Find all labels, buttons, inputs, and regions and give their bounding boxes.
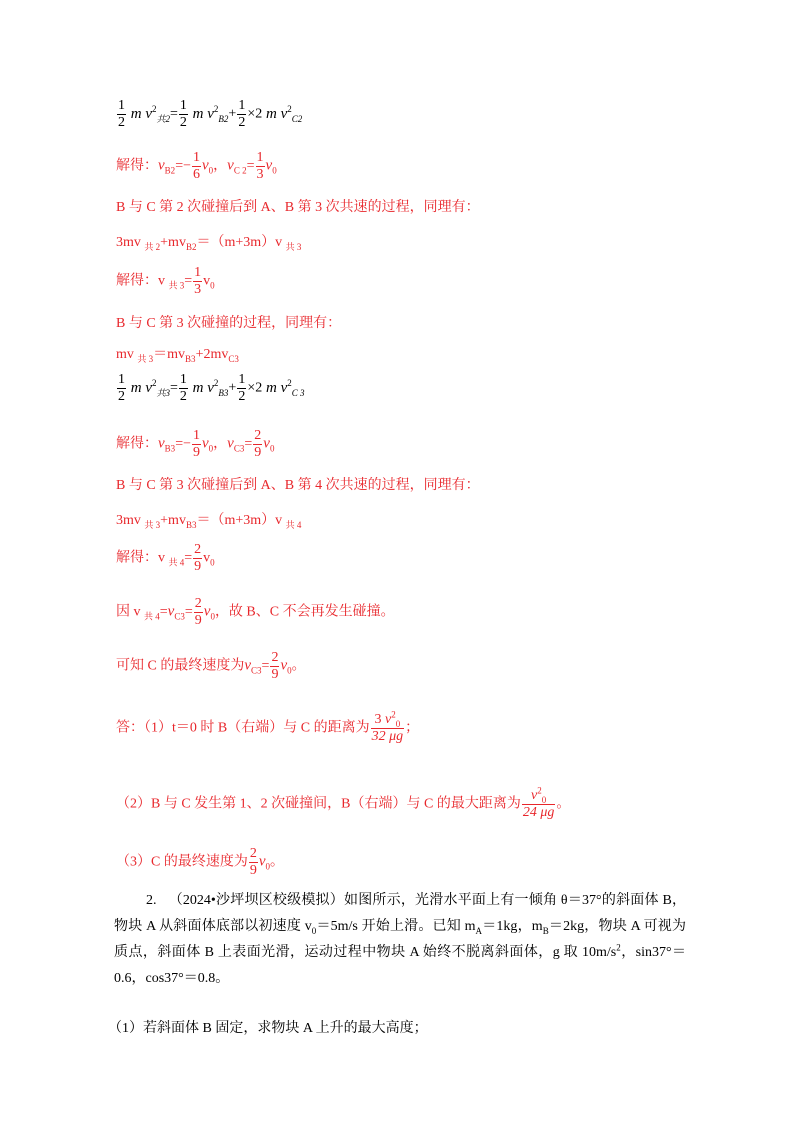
answer-2: （2）B 与 C 发生第 1、2 次碰撞间，B（右端）与 C 的最大距离为 $\frac{v^2_0}{24 \mu g}$ 。 bbox=[116, 785, 571, 820]
momentum-equation-c3: mv $_{共 3}=mv_{B3}+2mv_{C3}$ bbox=[116, 347, 239, 364]
momentum-equation-4: 3mv $_{共 3}+mv_{B3}=(m+3m)v$ $_{共 4}$ bbox=[116, 513, 302, 530]
solve-gong3: 解得：v $_{共 3}$= $\frac{1}{3}$ $v_0$ bbox=[116, 265, 215, 297]
text-line-third-collision: B 与 C 第 3 次碰撞的过程，同理有： bbox=[116, 316, 342, 331]
solve-gong4: 解得：v $_{共 4}$= $\frac{2}{9}$ $v_0$ bbox=[116, 542, 215, 574]
problem-number: 2. bbox=[146, 893, 157, 908]
momentum-equation-3: 3mv $_{共 2}+mv_{B2}=(m+3m)v$ $_{共 3}$ bbox=[116, 235, 302, 252]
solve-line-3: 解得：$v_{B3}=-$ $\frac{1}{9}$ $v_0$，$v_{C3}=$ $\frac{2}{9}$ $v_0$ bbox=[116, 428, 275, 460]
answer-3: （3）C 的最终速度为 $\frac{2}{9}$ $v_0$。 bbox=[116, 846, 285, 878]
text-line-b4: B 与 C 第 3 次碰撞后到 A、B 第 4 次共速的过程，同理有： bbox=[116, 478, 480, 493]
because-line: 因 v $_{共 4}=v_{C3}=$ $\frac{2}{9}$ $v_0$，故 B、C 不会再发生碰撞。 bbox=[116, 596, 395, 628]
problem-2-question-1: （1）若斜面体 B 固定，求物块 A 上升的最大高度； bbox=[108, 1021, 428, 1036]
energy-equation-2: $\frac{1}{2}$ m $v^2_{共2}=$ $\frac{1}{2}$ m $v^2_{B2}+$ $\frac{1}{2}$ ×2 m $v^2_{C2}$ bbox=[118, 98, 303, 130]
text-line-b3: B 与 C 第 2 次碰撞后到 A、B 第 3 次共速的过程，同理有： bbox=[116, 200, 480, 215]
fraction-half: $\frac{1}{2}$ bbox=[118, 98, 125, 130]
solve-line-2: 解得：$v_{B2}=-$ $\frac{1}{6}$ $v_0$，$v_{C 2}=$ $\frac{1}{3}$ $v_0$ bbox=[116, 150, 277, 182]
final-speed-line: 可知 C 的最终速度为$v_{C3}=$ $\frac{2}{9}$ $v_0$。 bbox=[116, 650, 306, 682]
problem-2-statement: 2. （2024•沙坪坝区校级模拟）如图所示，光滑水平面上有一倾角 θ＝37°的斜面体 B，物块 A 从斜面体底部以初速度 $v_0=5m/s$ 开始上滑。已知 $m_A=1kg$，$m_B=2kg$，物块 A 可视为质点，斜面体 B 上表面光滑，运动过程中物块 A 始终不脱离斜面体，g 取 $10m/s^2$，sin37°＝0.6，cos37°＝0.8。 bbox=[114, 893, 687, 986]
answer-1: 答：（1）t＝0 时 B（右端）与 C 的距离为 $\frac{3 v^2_0}{32 \mu g}$ ； bbox=[116, 709, 420, 744]
energy-equation-3: $\frac{1}{2}$ m $v^2_{共3}=$ $\frac{1}{2}$ m $v^2_{B3}+$ $\frac{1}{2}$ ×2 m $v^2_{C 3}$ bbox=[118, 372, 305, 404]
